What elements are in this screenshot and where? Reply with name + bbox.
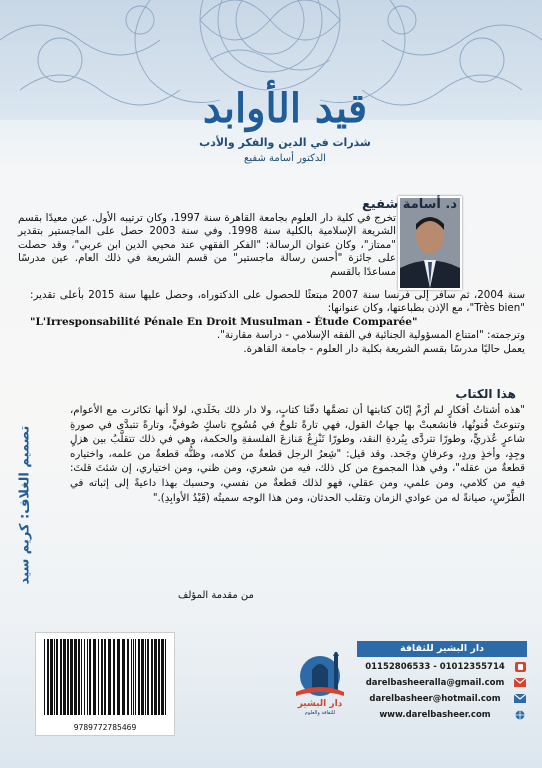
author-bio-continued — [30, 289, 525, 356]
contact-phone — [357, 660, 527, 673]
barcode-bar — [108, 639, 111, 715]
quote-source: من مقدمة المؤلف — [178, 590, 254, 601]
logo-name: دار البشير — [297, 699, 343, 709]
barcode-bar — [78, 639, 80, 715]
barcode-bar — [81, 639, 82, 715]
barcode-bar — [154, 639, 157, 715]
barcode-bar — [104, 639, 106, 715]
barcode-bar — [147, 639, 149, 715]
phone-numbers: 01152806533 - 01012355714 — [365, 661, 505, 672]
barcode-bar — [133, 639, 134, 715]
barcode-bar — [141, 639, 144, 715]
barcode-bar — [54, 639, 55, 715]
barcode-bar — [44, 639, 45, 715]
barcode-bar — [56, 639, 58, 715]
barcode-bar — [89, 639, 91, 715]
thesis-title-arabic: وترجمته: "امتناع المسؤولية الجنائية في الفقه الإسلامي - دراسة مقارنة". — [216, 329, 525, 342]
author-bio-part2: سنة 2004، ثم سافر إلى فرنسا سنة 2007 مبتعثًا للحصول على الدكتوراه، وحصل عليها سنة 2015 بأعلى تقدير: "Très bien"، مع الإذن بطباعتها، وكان عنوانها: — [30, 289, 526, 315]
thesis-title-french: "L'Irresponsabilité Pénale En Droit Musulman - Étude Comparée" — [30, 315, 418, 328]
barcode-bar — [127, 639, 129, 715]
logo-subtitle: للثقافة والعلوم — [304, 710, 336, 716]
barcode — [35, 632, 175, 736]
book-subtitle: شذرات في الدين والفكر والأدب — [199, 136, 371, 149]
barcode-bar — [50, 639, 53, 715]
email-icon — [513, 694, 527, 704]
barcode-bar — [131, 639, 132, 715]
barcode-bar — [122, 639, 125, 715]
barcode-bar — [63, 639, 66, 715]
about-text: "هذه أشتاتُ أفكارٍ لم أرُمْ إبّانَ كتابتها أن تضمَّها دفّتا كتابٍ، ولا دار ذلك بخَلَدي، لولا أنها تكاثرت مع الأعوام، وتنوعتْ فُنونُها، فانشعبتْ بها جهاتُ القول، فهي تارةً تلوحُ في مُسُوحِ ناسكٍ صُوفيٍّ، وتارةً تتبدَّى في صورةِ شاعرٍ عُذريٍّ، وطورًا تتردَّى بِبُردةِ النقد، وطورًا تَنْزِعُ مَنازعَ الفلسفةِ والحكمة، وهي في ذلك تتقلَّبُ بين هزلٍ وجِدٍ، وأخذٍ وردٍ، وعرفانٍ وجَحد. وقد قيل: "شِعرُ الرجل قطعةٌ من كلامه، وظنُّه قطعةٌ من علمه، واختياره قطعةٌ من عقله"، وفي هذا المجموع من كل ذلك، فيه من شعري، ومن ظني، ومن اختياري، إن شئتَ قلتَ: فيه من كلامي، ومن علمي، ومن عقلي، فهو لذلك قطعةٌ من نفسي، وحسبك بهذا داعيةً إلى إثباته في الطِّرْسِ، صيانةً له من عوادي الزمان وتقلب الحدثان، ومن هذا الوجه سميتُه (قَيْدُ الأوابِدِ)." — [70, 405, 525, 504]
contact-website — [357, 708, 527, 721]
barcode-bar — [84, 639, 85, 715]
barcode-bar — [47, 639, 49, 715]
barcode-bar — [87, 639, 88, 715]
barcode-bar — [113, 639, 115, 715]
publisher-contacts — [357, 641, 527, 721]
phone-icon — [513, 662, 527, 672]
cover-design-credit — [12, 420, 38, 590]
email-icon — [513, 678, 527, 688]
barcode-bar — [135, 639, 136, 715]
barcode-bar — [98, 639, 99, 715]
barcode-bar — [70, 639, 73, 715]
barcode-bars — [36, 633, 174, 721]
barcode-bar — [138, 639, 140, 715]
barcode-bar — [60, 639, 62, 715]
barcode-bar — [145, 639, 146, 715]
globe-icon — [513, 710, 527, 720]
barcode-bar — [93, 639, 96, 715]
title-block — [160, 85, 410, 164]
barcode-bar — [67, 639, 69, 715]
barcode-bar — [161, 639, 164, 715]
credit-text: تصميم الغلاف: كريم سيد — [17, 425, 33, 585]
barcode-bar — [101, 639, 103, 715]
barcode-bar — [158, 639, 160, 715]
book-title: قيد الأوابد — [202, 85, 368, 132]
contact-email-gmail — [357, 676, 527, 689]
barcode-bar — [74, 639, 77, 715]
about-heading: هذا الكتاب — [455, 387, 516, 401]
author-heading: د. أسامة شفيع — [361, 197, 457, 212]
barcode-bar — [117, 639, 120, 715]
isbn-number: 9789772785469 — [73, 723, 137, 732]
cover-author: الدكتور أسامة شفيع — [244, 153, 326, 164]
publisher-name: دار البشير للثقافة — [357, 641, 527, 657]
contact-email-hotmail — [357, 692, 527, 705]
barcode-bar — [151, 639, 153, 715]
publisher-logo — [290, 652, 350, 716]
barcode-bar — [165, 639, 166, 715]
email-hotmail: darelbasheer@hotmail.com — [369, 693, 501, 704]
author-bio: تخرج في كلية دار العلوم بجامعة القاهرة سنة 1997، وكان ترتيبه الأول. عين معيدًا بقسم الشريعة الإسلامية بالكلية سنة 1998. وفي سنة 2003 حصل على الماجستير بتقدير "ممتاز"، وكان عنوان الرسالة: "الفكر الفقهي عند محيي الدين ابن عربي"، وقد حصلت على جائزة "أحسن رسالة ماجستير" من قسم الشريعة في ذلك العام. عين مدرسًا مساعدًا بالقسم — [18, 212, 397, 278]
website: www.darelbasheer.com — [379, 709, 491, 720]
author-current-position: يعمل حاليًا مدرسًا بقسم الشريعة بكلية دار العلوم - جامعة القاهرة. — [243, 342, 525, 355]
email-gmail: darelbasheeralla@gmail.com — [365, 677, 505, 688]
